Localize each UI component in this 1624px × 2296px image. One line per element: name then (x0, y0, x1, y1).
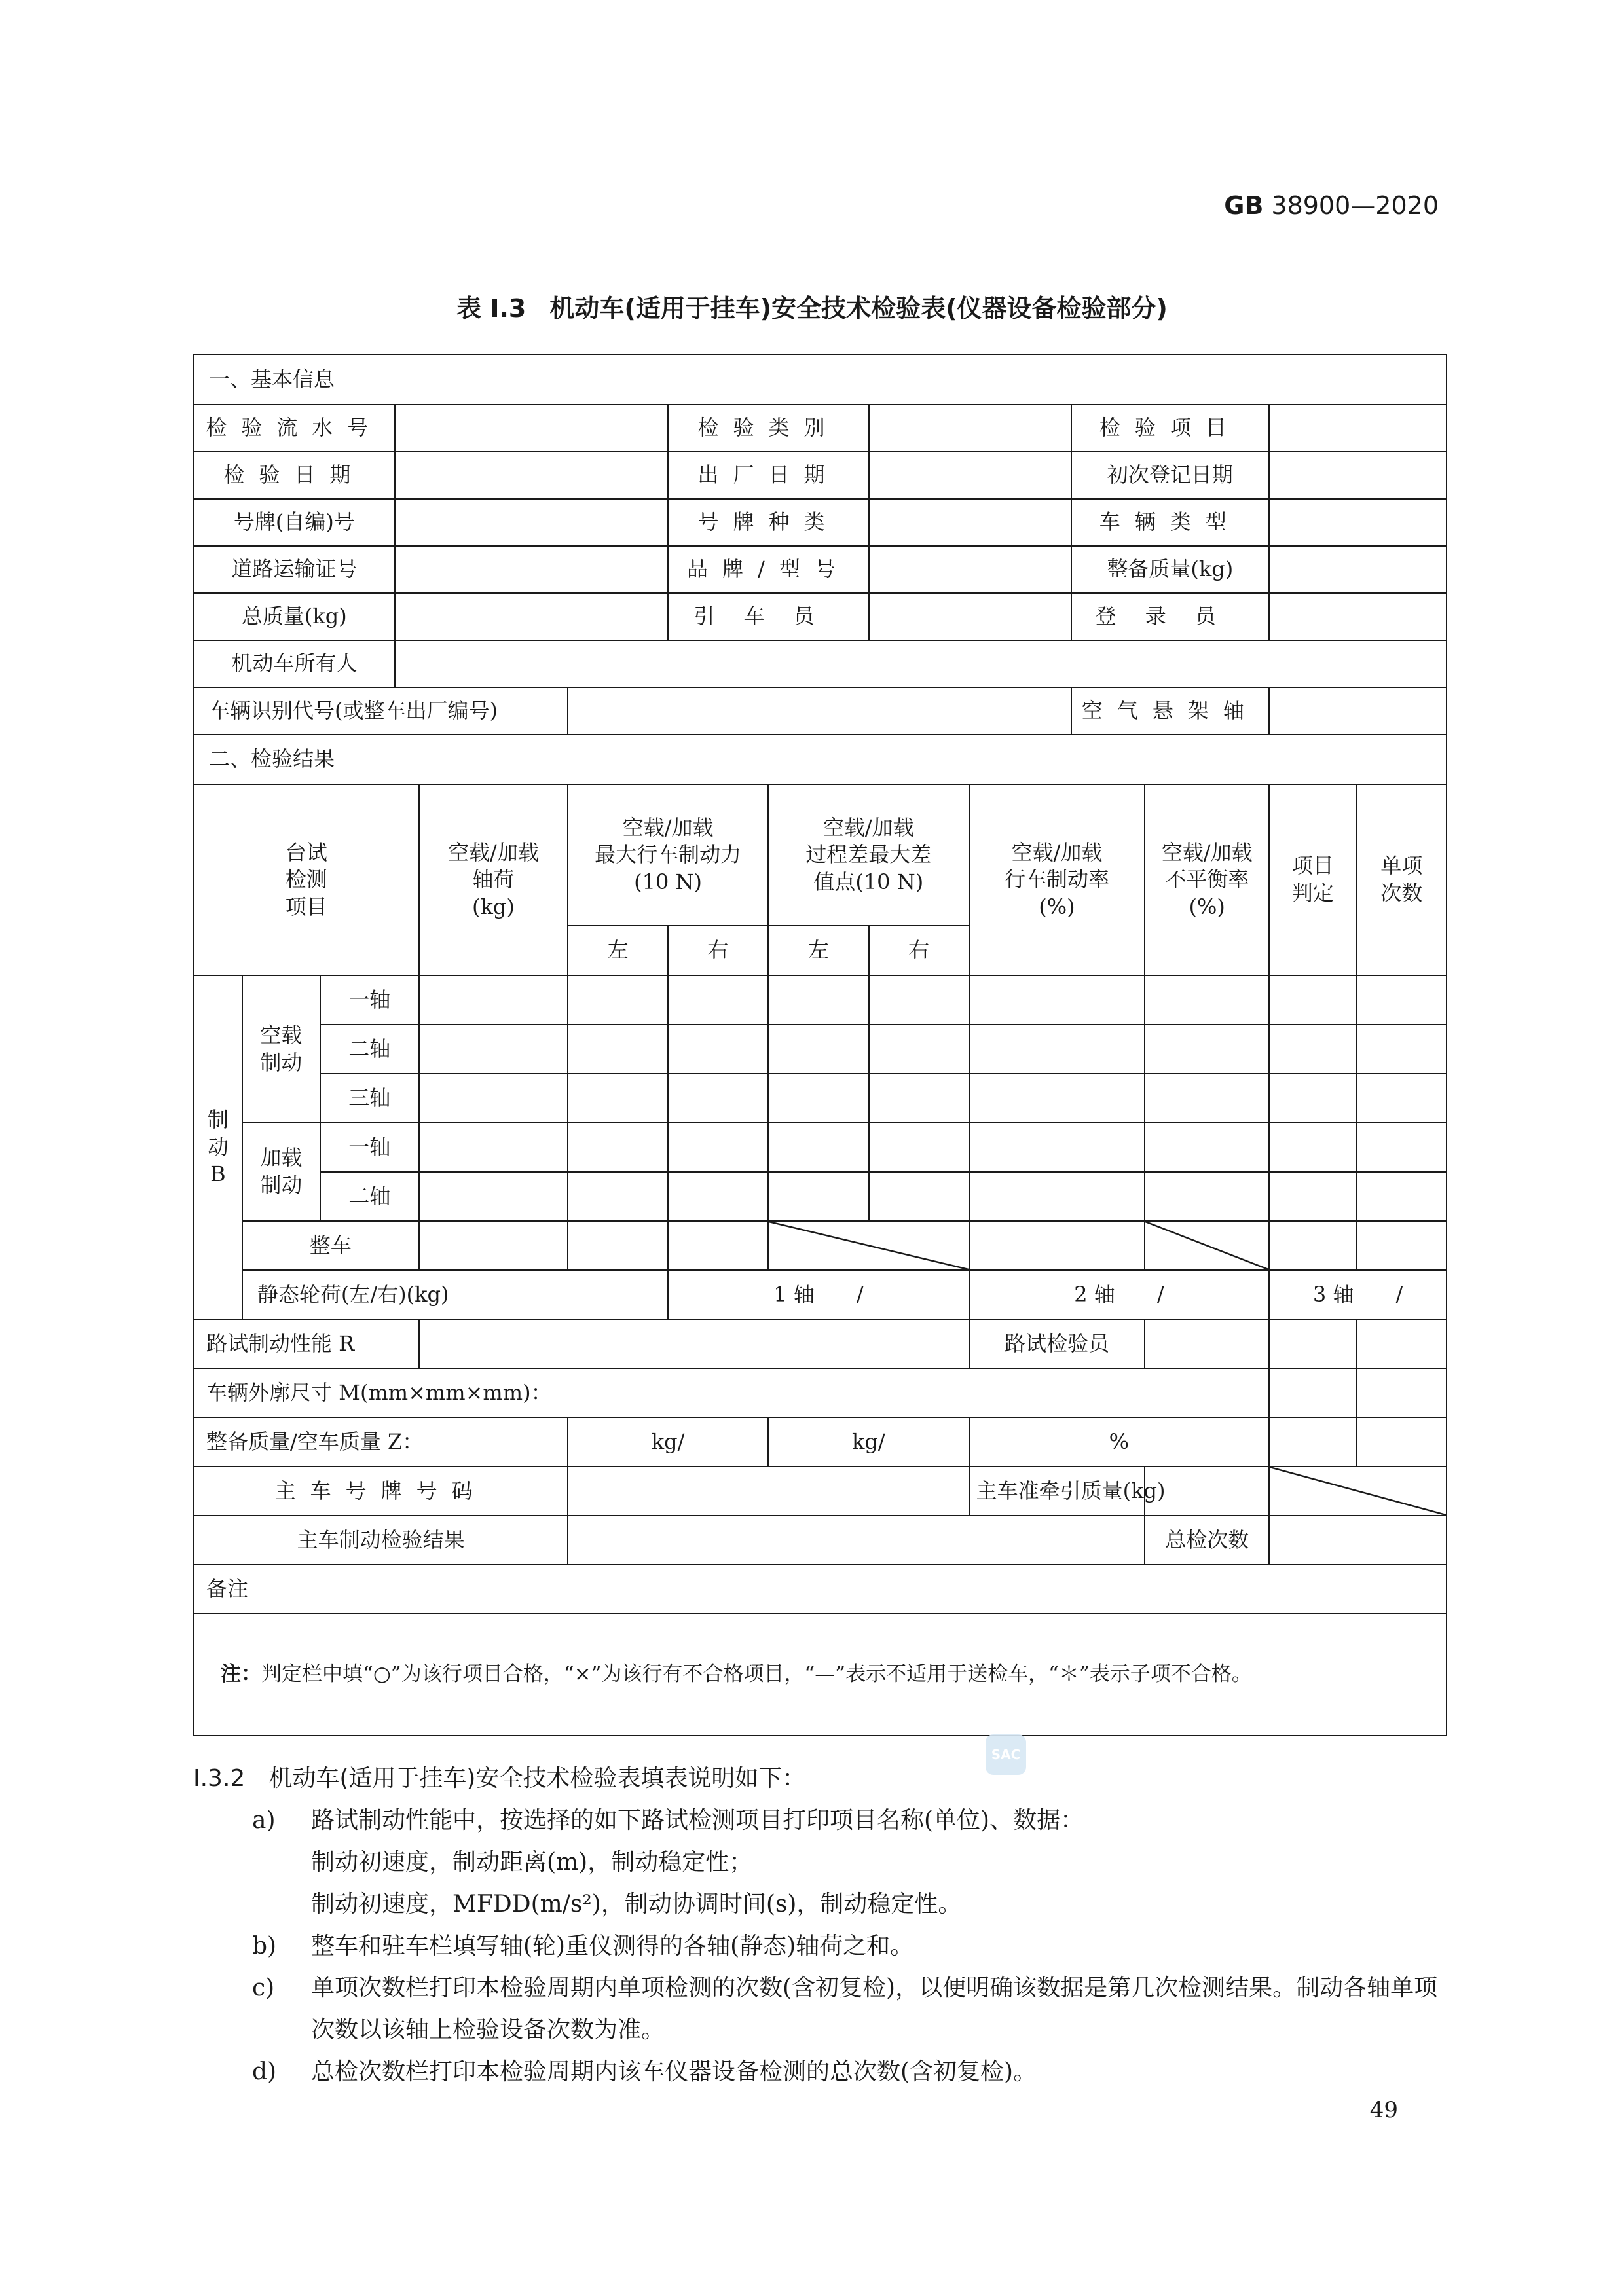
transport-cert-value (395, 546, 668, 593)
mass-percent: % (969, 1417, 1269, 1467)
cell (969, 1221, 1145, 1270)
col-judgement: 项目 判定 (1269, 784, 1356, 975)
diagonal-cell (1145, 1221, 1269, 1270)
cell (1145, 1074, 1269, 1123)
cell (1356, 1172, 1447, 1221)
main-brake-result-value (568, 1516, 1145, 1565)
mass-unit-1: kg/ (568, 1417, 768, 1467)
cell (1145, 1025, 1269, 1074)
plate-type-label: 号牌种类 (668, 499, 869, 546)
gross-weight-value (395, 593, 668, 640)
col-axle-load: 空载/加载 轴荷 (kg) (419, 784, 568, 975)
plate-no-label: 号牌(自编)号 (194, 499, 395, 546)
cell (969, 1025, 1145, 1074)
cell (1269, 1074, 1356, 1123)
inspection-type-value (869, 405, 1071, 452)
cell (419, 1221, 568, 1270)
sac-watermark-logo: SAC (986, 1734, 1026, 1775)
col-test-item: 台试 检测 项目 (194, 784, 419, 975)
inspection-items-value (1269, 405, 1447, 452)
axle1-load: 1 轴 / (668, 1270, 969, 1319)
empty-axle1-label: 一轴 (320, 975, 419, 1025)
total-count-label: 总检次数 (1145, 1516, 1269, 1565)
cell (768, 1123, 869, 1172)
driver-label: 引车员 (668, 593, 869, 640)
cell (668, 975, 768, 1025)
instruction-c: c) 单项次数栏打印本检验周期内单项检测的次数(含初复检)，以便明确该数据是第几次检测结果。制动各轴单项次数以该轴上检验设备次数为准。 (252, 1975, 1438, 2043)
cell (1356, 1417, 1447, 1467)
instruction-a-line2: 制动初速度，MFDD(m/s²)，制动协调时间(s)，制动稳定性。 (311, 1891, 962, 1918)
results-header: 二、检验结果 (194, 735, 1447, 784)
table-title (0, 288, 1624, 324)
cell (969, 1172, 1145, 1221)
cell (1356, 1123, 1447, 1172)
cell (1269, 1368, 1356, 1417)
col-process-diff: 空载/加载 过程差最大差 值点(10 N) (768, 784, 969, 926)
cell (419, 1172, 568, 1221)
owner-label: 机动车所有人 (194, 640, 395, 687)
remarks-label: 备注 (194, 1565, 1447, 1614)
road-inspector-label: 路试检验员 (969, 1319, 1145, 1368)
main-brake-result-label: 主车制动检验结果 (194, 1516, 568, 1565)
plate-type-value (869, 499, 1071, 546)
axle3-load: 3 轴 / (1269, 1270, 1447, 1319)
cell (768, 1074, 869, 1123)
basic-info-header: 一、基本信息 (194, 355, 1447, 405)
cell (1356, 1025, 1447, 1074)
vin-label: 车辆识别代号(或整车出厂编号) (194, 687, 568, 735)
recorder-value (1269, 593, 1447, 640)
diagonal-cell (1269, 1467, 1447, 1516)
cell (969, 1123, 1145, 1172)
instructions-heading: I.3.2 机动车(适用于挂车)安全技术检验表填表说明如下： (193, 1765, 806, 1792)
empty-brake-label: 空载 制动 (242, 975, 320, 1123)
cell (1269, 1025, 1356, 1074)
plate-no-value (395, 499, 668, 546)
instruction-b: b) 整车和驻车栏填写轴(轮)重仪测得的各轴(静态)轴荷之和。 (252, 1933, 914, 1959)
page-number: 49 (1369, 2097, 1398, 2123)
cell (568, 1221, 668, 1270)
brake-b-label: 制 动 B (194, 975, 242, 1319)
cell (1269, 1417, 1356, 1467)
max-brake-left: 左 (568, 926, 668, 975)
gross-weight-label: 总质量(kg) (194, 593, 395, 640)
cell (1269, 1172, 1356, 1221)
loaded-brake-label: 加载 制动 (242, 1123, 320, 1221)
cell (1356, 1221, 1447, 1270)
cell (419, 1074, 568, 1123)
total-count-value (1269, 1516, 1447, 1565)
cell (568, 1172, 668, 1221)
inspection-items-label: 检验项目 (1071, 405, 1270, 452)
cell (668, 1074, 768, 1123)
fill-instructions (193, 1758, 1447, 2093)
manufacture-date-label: 出厂日期 (668, 452, 869, 499)
cell (768, 975, 869, 1025)
brand-model-label: 品牌/型号 (668, 546, 869, 593)
diagonal-cell (768, 1221, 969, 1270)
cell (668, 1123, 768, 1172)
col-brake-rate: 空载/加载 行车制动率 (%) (969, 784, 1145, 975)
empty-axle3-label: 三轴 (320, 1074, 419, 1123)
cell (668, 1025, 768, 1074)
air-suspension-label: 空气悬架轴 (1071, 687, 1270, 735)
inspection-date-label: 检验日期 (194, 452, 395, 499)
table-title-text: 机动车(适用于挂车)安全技术检验表(仪器设备检验部分) (549, 294, 1168, 323)
main-plate-value (568, 1467, 969, 1516)
road-inspector-value (1145, 1319, 1269, 1368)
vehicle-type-label: 车辆类型 (1071, 499, 1270, 546)
air-suspension-value (1269, 687, 1447, 735)
curb-weight-label: 整备质量(kg) (1071, 546, 1270, 593)
cell (419, 1123, 568, 1172)
cell (419, 1025, 568, 1074)
manufacture-date-value (869, 452, 1071, 499)
serial-no-label: 检验流水号 (194, 405, 395, 452)
whole-vehicle-label: 整车 (242, 1221, 419, 1270)
loaded-axle1-label: 一轴 (320, 1123, 419, 1172)
cell (869, 975, 969, 1025)
note (194, 1614, 1447, 1736)
col-max-brake-force: 空载/加载 最大行车制动力 (10 N) (568, 784, 768, 926)
first-reg-date-value (1269, 452, 1447, 499)
cell (1269, 1221, 1356, 1270)
cell (1269, 1319, 1356, 1368)
cell (568, 1025, 668, 1074)
cell (568, 975, 668, 1025)
instruction-a-line1: 制动初速度，制动距离(m)，制动稳定性； (311, 1849, 753, 1876)
cell (568, 1074, 668, 1123)
main-plate-label: 主车号牌号码 (194, 1467, 568, 1516)
cell (869, 1025, 969, 1074)
cell (969, 975, 1145, 1025)
cell (1145, 1172, 1269, 1221)
cell (1145, 975, 1269, 1025)
serial-no-value (395, 405, 668, 452)
note-text: 判定栏中填“○”为该行项目合格，“×”为该行有不合格项目，“—”表示不适用于送检车，“＊”表示子项不合格。 (261, 1662, 1252, 1686)
static-wheel-load-label: 静态轮荷(左/右)(kg) (242, 1270, 668, 1319)
transport-cert-label: 道路运输证号 (194, 546, 395, 593)
brand-model-value (869, 546, 1071, 593)
cell (1356, 1319, 1447, 1368)
diff-right: 右 (869, 926, 969, 975)
mass-ratio-label: 整备质量/空车质量 Z： (194, 1417, 568, 1467)
max-brake-right: 右 (668, 926, 768, 975)
curb-weight-value (1269, 546, 1447, 593)
axle2-load: 2 轴 / (969, 1270, 1269, 1319)
cell (568, 1123, 668, 1172)
cell (1145, 1123, 1269, 1172)
cell (668, 1221, 768, 1270)
cell (969, 1074, 1145, 1123)
inspection-form-table (193, 354, 1447, 1736)
road-test-label: 路试制动性能 R (194, 1319, 419, 1368)
inspection-type-label: 检验类别 (668, 405, 869, 452)
recorder-label: 登录员 (1071, 593, 1270, 640)
instruction-a: a) 路试制动性能中，按选择的如下路试检测项目打印项目名称(单位)、数据： (252, 1807, 1084, 1834)
vehicle-type-value (1269, 499, 1447, 546)
main-tow-mass-label: 主车准牵引质量(kg) (969, 1467, 1145, 1516)
first-reg-date-label: 初次登记日期 (1071, 452, 1270, 499)
note-label: 注： (221, 1662, 261, 1686)
cell (869, 1123, 969, 1172)
mass-unit-2: kg/ (768, 1417, 969, 1467)
loaded-axle2-label: 二轴 (320, 1172, 419, 1221)
dimensions-label: 车辆外廓尺寸 M(mm×mm×mm)： (194, 1368, 1269, 1417)
cell (869, 1074, 969, 1123)
cell (869, 1172, 969, 1221)
owner-value (395, 640, 1447, 687)
driver-value (869, 593, 1071, 640)
cell (768, 1172, 869, 1221)
col-item-count: 单项 次数 (1356, 784, 1447, 975)
vin-value (568, 687, 1071, 735)
inspection-date-value (395, 452, 668, 499)
cell (1356, 1368, 1447, 1417)
cell (668, 1172, 768, 1221)
standard-number: GB 38900—2020 (1224, 191, 1439, 220)
diff-left: 左 (768, 926, 869, 975)
cell (419, 975, 568, 1025)
col-imbalance-rate: 空载/加载 不平衡率 (%) (1145, 784, 1269, 975)
empty-axle2-label: 二轴 (320, 1025, 419, 1074)
cell (1356, 1074, 1447, 1123)
cell (1269, 1123, 1356, 1172)
cell (1269, 975, 1356, 1025)
instruction-d: d) 总检次数栏打印本检验周期内该车仪器设备检测的总次数(含初复检)。 (252, 2058, 1037, 2085)
table-number: 表 I.3 (456, 294, 526, 323)
cell (768, 1025, 869, 1074)
cell (1356, 975, 1447, 1025)
road-test-value (419, 1319, 969, 1368)
